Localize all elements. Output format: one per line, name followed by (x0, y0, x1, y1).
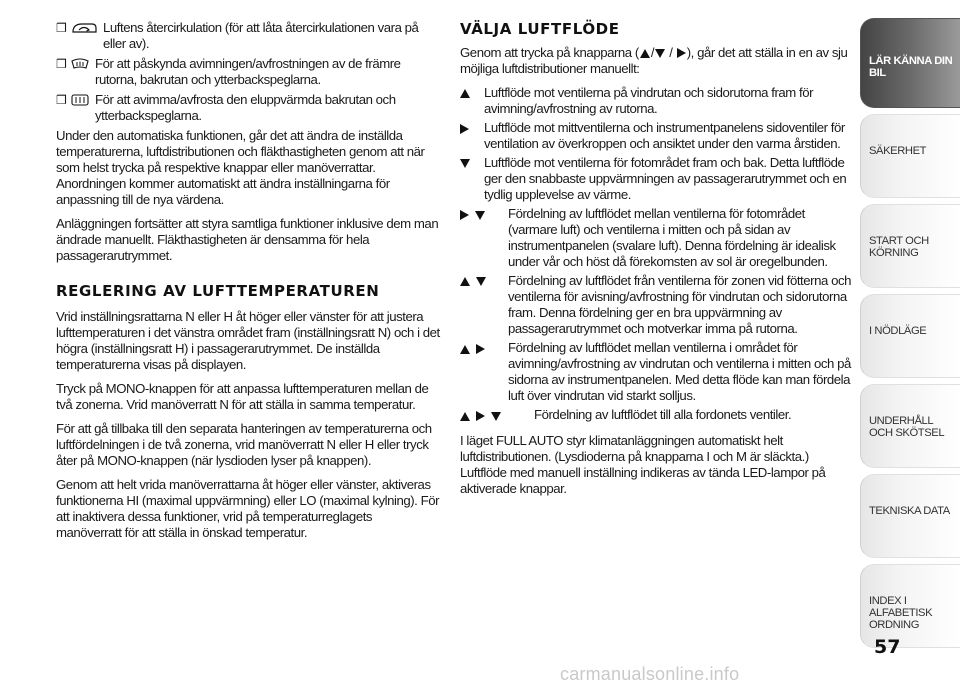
section-heading-temperature: REGLERING AV LUFTTEMPERATUREN (56, 282, 380, 300)
distribution-text: Luftflöde mot ventilerna på vindrutan och sidorutorna fram för avimning/avfrostning av rutorna. (484, 85, 814, 116)
paragraph: Under den automatiska funktionen, går det att ändra de inställda temperaturerna, luftdistributionen och fläkthastigheten genom att när som helst trycka på respektive knappar eller manöverrattar. Anordningen kommer automatiskt att ändra inställningarna för anpassning till de nya värdena. (56, 128, 425, 207)
paragraph: I läget FULL AUTO styr klimatanläggningen automatiskt helt luftdistributionen. (Lysdioderna på knapparna I och M är släckta.) Luftflöde med manuell inställning indikeras av tända LED-lampor på aktiverade knappar. (460, 433, 826, 496)
air-distribution-item (460, 340, 852, 404)
distribution-icons (460, 120, 484, 134)
arrow-right-icon (460, 124, 469, 134)
chapter-tab[interactable]: INDEX I ALFABETISK ORDNING (860, 564, 960, 648)
distribution-text: Luftflöde mot mittventilerna och instrumentpanelens sidoventiler för ventilation av överkroppen och ansiktet under den varma årstiden. (484, 120, 845, 151)
distribution-icons (460, 273, 508, 286)
check-item-text: Luftens återcirkulation (för att låta återcirkulationen vara på eller av). (103, 20, 419, 51)
arrow-right-icon (677, 48, 686, 58)
air-distribution-item (460, 120, 852, 152)
chapter-tab[interactable]: I NÖDLÄGE (860, 294, 960, 378)
air-distribution-list (460, 85, 852, 423)
air-distribution-item (460, 407, 852, 423)
paragraph: Tryck på MONO-knappen för att anpassa lufttemperaturen mellan de två zonerna. Vrid manöverratt N för att ställa in samma temperatur. (56, 381, 429, 412)
arrow-down-icon (475, 211, 485, 220)
check-item-defrost-windshield (56, 56, 440, 88)
defrost-windshield-icon (70, 57, 90, 75)
air-distribution-item (460, 206, 852, 270)
check-item-text: För att avimma/avfrosta den eluppvärmda bakrutan och ytterbackspeglarna. (95, 92, 396, 123)
distribution-icons (460, 206, 508, 220)
air-distribution-item (460, 85, 852, 117)
recirculation-icon (70, 21, 98, 39)
arrow-up-icon (460, 412, 470, 421)
arrow-down-icon (460, 159, 470, 168)
watermark: carmanualsonline.info (560, 664, 740, 684)
distribution-text: Fördelning av luftflödet mellan ventilerna i området för avimning/avfrostning av vindrutan och ventilerna i mitten och på sidorna av instrumentpanelen. Med detta flöde kan man fördela luft över vindrutan vid starkt solljus. (508, 340, 851, 403)
distribution-text: Luftflöde mot ventilerna för fotområdet fram och bak. Detta luftflöde ger den snabbaste uppvärmningen av passagerarutrymmet och en tydlig upplevelse av värme. (484, 155, 847, 202)
distribution-icons (460, 85, 484, 98)
distribution-icons (460, 407, 534, 421)
right-column (460, 20, 852, 505)
arrow-right-icon (476, 411, 485, 421)
check-item-recirculation (56, 20, 440, 52)
intro-text-end: ), går det att ställa in en av sju möjliga luftdistributioner manuellt: (460, 45, 848, 76)
rear-defrost-icon (70, 93, 90, 111)
distribution-icons (460, 340, 508, 354)
chapter-tab[interactable]: START OCH KÖRNING (860, 204, 960, 288)
paragraph: För att gå tillbaka till den separata hanteringen av temperaturerna och luftfördelningen i de två zonerna, vrid manöverratt N eller H eller tryck åter på MONO-knappen (när lysdioden lyser på knappen). (56, 421, 432, 468)
checkbox-glyph: ❒ (56, 21, 67, 35)
chapter-tab[interactable]: LÄR KÄNNA DIN BIL (860, 18, 960, 108)
left-column (56, 20, 440, 549)
arrow-down-icon (655, 49, 665, 58)
section-heading-airflow: VÄLJA LUFTFLÖDE (460, 20, 620, 38)
arrow-up-icon (460, 277, 470, 286)
arrow-right-icon (460, 210, 469, 220)
distribution-text: Fördelning av luftflödet till alla fordonets ventiler. (534, 407, 792, 422)
chapter-tab[interactable]: SÄKERHET (860, 114, 960, 198)
arrow-up-icon (640, 49, 650, 58)
check-item-text: För att påskynda avimningen/avfrostningen av de främre rutorna, bakrutan och ytterbackspeglarna. (95, 56, 401, 87)
intro-paragraph: Genom att trycka på knapparna ( / / ), går det att ställa in en av sju möjliga luftdistributioner manuellt: (460, 45, 848, 76)
paragraph: Vrid inställningsrattarna N eller H åt höger eller vänster för att justera lufttemperaturen i det vänstra området fram (inställningsratt N) och i det högra (inställningsratt H) i passagerarutrymmet. De inställda temperaturerna visas på displayen. (56, 309, 440, 372)
distribution-text: Fördelning av luftflödet från ventilerna för zonen vid fötterna och ventilerna för avisning/avfrostning för vindrutan och sidorutorna fram. Denna fördelning ger en bra uppvärmning av passagerarutrymmet och motverkar imma på rutorna. (508, 273, 851, 336)
chapter-tab[interactable]: UNDERHÅLL OCH SKÖTSEL (860, 384, 960, 468)
arrow-down-icon (476, 277, 486, 286)
air-distribution-item (460, 273, 852, 337)
arrow-right-icon (476, 344, 485, 354)
distribution-icons (460, 155, 484, 168)
checkbox-glyph: ❒ (56, 57, 67, 71)
chapter-tab[interactable]: TEKNISKA DATA (860, 474, 960, 558)
paragraph: Anläggningen fortsätter att styra samtliga funktioner inklusive dem man ändrade manuellt. Fläkthastigheten är densamma för hela passagerarutrymmet. (56, 216, 439, 263)
intro-text-start: Genom att trycka på knapparna ( (460, 45, 639, 60)
distribution-text: Fördelning av luftflödet mellan ventilerna för fotområdet (varmare luft) och ventilerna i mitten och på sidan av instrumentpanelen (svalare luft). Denna fördelning är idealisk under vår och höst då förekomsten av sol är oregelbunden. (508, 206, 836, 269)
arrow-up-icon (460, 89, 470, 98)
paragraph: Genom att helt vrida manöverrattarna åt höger eller vänster, aktiveras funktionerna HI (maximal uppvärmning) eller LO (maximal kylning). För att inaktivera dessa funktioner, vrid på temperaturreglagets manöverratt för att ställa in önskad temperatur. (56, 477, 440, 540)
air-distribution-item (460, 155, 852, 203)
arrow-down-icon (491, 412, 501, 421)
arrow-up-icon (460, 345, 470, 354)
checkbox-glyph: ❒ (56, 93, 67, 107)
check-item-rear-defrost (56, 92, 440, 124)
page-number: 57 (874, 636, 901, 658)
chapter-sidebar (860, 18, 960, 654)
